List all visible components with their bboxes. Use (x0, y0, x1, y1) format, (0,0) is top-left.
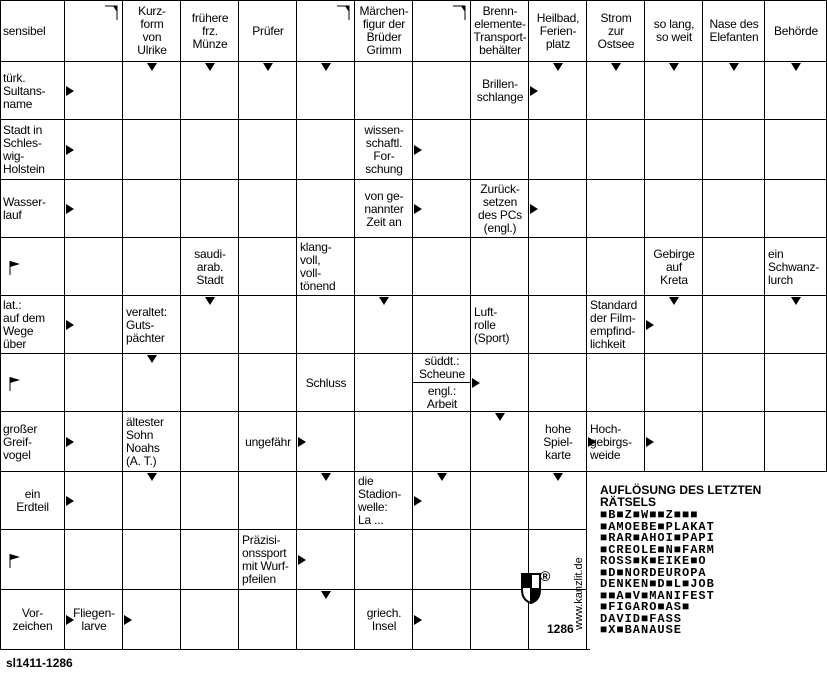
grid-cell[interactable] (413, 412, 471, 472)
grid-cell[interactable] (297, 590, 355, 650)
arrow-right-icon (530, 86, 538, 96)
solution-row: ■CREOLE■N■FARM (600, 542, 715, 557)
arrow-right-icon (298, 437, 306, 447)
arrow-right-icon (66, 437, 74, 447)
arrow-down-icon (669, 297, 679, 305)
arrow-down-icon (729, 63, 739, 71)
clue-r2c6: wissen- schaftl. For- schung (364, 123, 404, 176)
arrow-down-icon (147, 355, 157, 363)
arrow-down-icon (379, 297, 389, 305)
arrow-down-icon (321, 473, 331, 481)
clue-r2c0: Stadt in Schles- wig- Holstein (3, 123, 45, 176)
clue-r0c2: Kurz- form von Ulrike (137, 4, 167, 57)
grid-cell[interactable] (239, 296, 297, 354)
clue-r7c4: ungefähr (245, 434, 291, 449)
arrow-down-icon (791, 297, 801, 305)
arrow-right-icon (646, 437, 654, 447)
publisher-logo-icon (520, 572, 542, 604)
clue-r3c0: Wasser- lauf (3, 195, 46, 222)
credit-text: www.kanzlit.de (573, 557, 585, 630)
clue-r0c11: so lang, so weit (653, 17, 695, 44)
grid-cell[interactable] (529, 238, 587, 296)
arrow-right-icon (66, 204, 74, 214)
arrow-down-icon (147, 63, 157, 71)
arrow-right-icon (66, 86, 74, 96)
clue-r0c10: Strom zur Ostsee (597, 10, 635, 51)
clue-r7c10: Hoch- gebirgs- weide (590, 421, 632, 462)
grid-cell[interactable] (65, 530, 123, 590)
solution-row: ■B■Z■W■■Z■■■ (600, 508, 699, 522)
arrow-right-icon (646, 320, 654, 330)
grid-cell[interactable] (239, 180, 297, 238)
solution-row: DAVID■FASS (600, 611, 683, 626)
clue-r6c7a: süddt.: Scheune (413, 354, 471, 383)
corner-flag-icon (451, 4, 467, 22)
arrow-right-icon (588, 437, 596, 447)
clue-r1c0: türk. Sultans- name (3, 70, 46, 111)
grid-cell[interactable] (413, 238, 471, 296)
clue-r7c9: hohe Spiel- karte (543, 421, 573, 462)
grid-cell[interactable] (765, 412, 827, 472)
solution-row: ■FIGARO■AS■ (600, 600, 691, 614)
grid-cell[interactable] (703, 120, 765, 180)
arrow-down-icon (611, 63, 621, 71)
clue-r4c3: saudi- arab. Stadt (194, 246, 226, 287)
clue-r5c0: lat.: auf dem Wege über (3, 298, 45, 351)
arrow-down-icon (263, 63, 273, 71)
arrow-right-icon (414, 496, 422, 506)
grid-cell[interactable] (181, 120, 239, 180)
grid-cell[interactable] (587, 180, 645, 238)
grid-cell[interactable] (123, 180, 181, 238)
grid-cell[interactable] (765, 120, 827, 180)
solution-row: ■AMOEBE■PLAKAT (600, 519, 715, 534)
clue-r1c8: Brillen- schlange (476, 77, 524, 104)
arrow-right-icon (66, 615, 74, 625)
clue-r5c2: veraltet: Guts- pächter (126, 304, 167, 345)
grid-cell[interactable] (703, 296, 765, 354)
arrow-right-icon (414, 204, 422, 214)
clue-r0c0: sensibel (3, 23, 46, 38)
arrow-right-icon (66, 496, 74, 506)
grid-cell[interactable] (123, 120, 181, 180)
solution-row: ■RAR■AHOI■PAPI (600, 531, 715, 545)
clue-r3c8: Zurück- setzen des PCs (engl.) (478, 182, 522, 235)
grid-cell[interactable] (239, 472, 297, 530)
clue-r0c6: Märchen- figur der Brüder Grimm (359, 4, 409, 57)
arrow-right-icon (66, 320, 74, 330)
grid-cell[interactable] (765, 180, 827, 238)
grid-cell[interactable] (123, 530, 181, 590)
corner-flag-icon (335, 4, 351, 22)
grid-cell[interactable] (123, 238, 181, 296)
puzzle-number: 1286 (547, 622, 574, 636)
clue-r0c3: frühere frz. Münze (191, 10, 229, 51)
solution-box (590, 472, 827, 650)
grid-cell[interactable] (587, 120, 645, 180)
grid-cell[interactable] (181, 590, 239, 650)
arrow-right-icon (124, 615, 132, 625)
clue-r4c5: klang- voll, voll- tönend (300, 240, 336, 293)
arrow-right-icon (414, 615, 422, 625)
grid-cell[interactable] (239, 238, 297, 296)
footer-code: sl1411-1286 (6, 656, 73, 670)
grid-cell[interactable] (181, 180, 239, 238)
grid-cell[interactable] (355, 354, 413, 412)
clue-r7c2: ältester Sohn Noahs (A. T.) (126, 415, 164, 468)
arrow-right-icon (298, 555, 306, 565)
solution-row: ■X■BANAUSE (600, 623, 683, 637)
grid-cell[interactable] (297, 180, 355, 238)
clue-r0c8: Brenn- elemente- Transport- behälter (473, 4, 527, 57)
arrow-down-icon (553, 63, 563, 71)
clue-r10c6: griech. Insel (366, 606, 402, 633)
grid-cell[interactable] (703, 354, 765, 412)
grid-cell[interactable] (355, 412, 413, 472)
grid-cell[interactable] (471, 412, 529, 472)
grid-cell[interactable] (181, 354, 239, 412)
grid-cell[interactable] (645, 120, 703, 180)
arrow-right-icon (414, 145, 422, 155)
clue-r6c5: Schluss (305, 375, 347, 390)
solution-row: DENKEN■D■L■JOB (600, 577, 715, 591)
grid-cell[interactable] (765, 354, 827, 412)
clue-r0c9: Heilbad, Ferien- platz (536, 10, 580, 51)
grid-cell[interactable] (355, 238, 413, 296)
grid-cell[interactable] (239, 354, 297, 412)
clue-r8c6: die Stadion- welle: La ... (358, 474, 402, 527)
arrow-down-icon (437, 473, 447, 481)
grid-cell[interactable] (413, 296, 471, 354)
registered-mark: ® (540, 568, 551, 584)
arrow-right-icon (530, 204, 538, 214)
clue-r8c0: ein Erdteil (16, 487, 49, 514)
solution-row: ■■A■V■MANIFEST (600, 588, 715, 603)
arrow-right-icon (66, 145, 74, 155)
arrow-down-icon (147, 473, 157, 481)
clue-r4c11: Gebirge auf Kreta (653, 246, 695, 287)
grid-cell[interactable] (529, 354, 587, 412)
clue-r0c13: Behörde (774, 23, 818, 38)
arrow-right-icon (472, 378, 480, 388)
grid-cell[interactable] (645, 180, 703, 238)
clue-r10c0: Vor- zeichen (12, 606, 53, 633)
solution-row: ROSS■K■EIKE■O (600, 554, 707, 568)
grid-cell[interactable] (703, 180, 765, 238)
grid-cell[interactable] (239, 120, 297, 180)
grid-cell[interactable] (65, 238, 123, 296)
clue-r0c12: Nase des Elefanten (709, 17, 759, 44)
solution-title: AUFLÖSUNG DES LETZTEN RÄTSELS (600, 483, 762, 509)
grid-cell[interactable] (587, 354, 645, 412)
arrow-down-icon (495, 413, 505, 421)
arrow-down-icon (553, 473, 563, 481)
grid-cell[interactable] (65, 354, 123, 412)
grid-cell[interactable] (471, 472, 529, 530)
grid-cell[interactable] (587, 238, 645, 296)
clue-r9c4: Präzisi- onssport mit Wurf- pfeilen (242, 533, 289, 586)
grid-cell[interactable] (355, 62, 413, 120)
corner-flag-icon (8, 552, 24, 570)
grid-cell[interactable] (181, 472, 239, 530)
grid-cell[interactable] (703, 238, 765, 296)
grid-cell[interactable] (297, 296, 355, 354)
clue-r10c1: Fliegen- larve (73, 606, 115, 633)
arrow-down-icon (205, 63, 215, 71)
corner-flag-icon (103, 4, 119, 22)
grid-cell[interactable] (645, 354, 703, 412)
grid-cell[interactable] (529, 296, 587, 354)
grid-cell[interactable] (471, 238, 529, 296)
arrow-down-icon (321, 63, 331, 71)
clue-r5c8: Luft- rolle (Sport) (474, 304, 510, 345)
clue-r4c13: ein Schwanz- lurch (768, 246, 820, 287)
arrow-down-icon (321, 591, 331, 599)
grid-cell[interactable] (413, 62, 471, 120)
clue-r5c10: Standard der Film- empfind- lichkeit (590, 298, 638, 351)
arrow-down-icon (791, 63, 801, 71)
clue-r7c0: großer Greif- vogel (3, 421, 38, 462)
clue-r6c7b: engl.: Arbeit (426, 383, 458, 411)
corner-flag-icon (8, 259, 24, 277)
grid-cell[interactable] (703, 412, 765, 472)
clue-r3c6: von ge- nannter Zeit an (364, 188, 404, 229)
grid-cell[interactable] (297, 120, 355, 180)
clue-r0c4: Prüfer (252, 23, 284, 38)
grid-cell[interactable] (413, 530, 471, 590)
arrow-down-icon (205, 297, 215, 305)
grid-cell[interactable] (529, 120, 587, 180)
corner-flag-icon (8, 375, 24, 393)
grid-cell[interactable] (239, 590, 297, 650)
solution-row: ■D■NORDEUROPA (600, 565, 707, 580)
arrow-down-icon (669, 63, 679, 71)
grid-cell[interactable] (181, 412, 239, 472)
grid-cell[interactable] (355, 530, 413, 590)
grid-cell[interactable] (471, 120, 529, 180)
grid-cell[interactable] (181, 530, 239, 590)
